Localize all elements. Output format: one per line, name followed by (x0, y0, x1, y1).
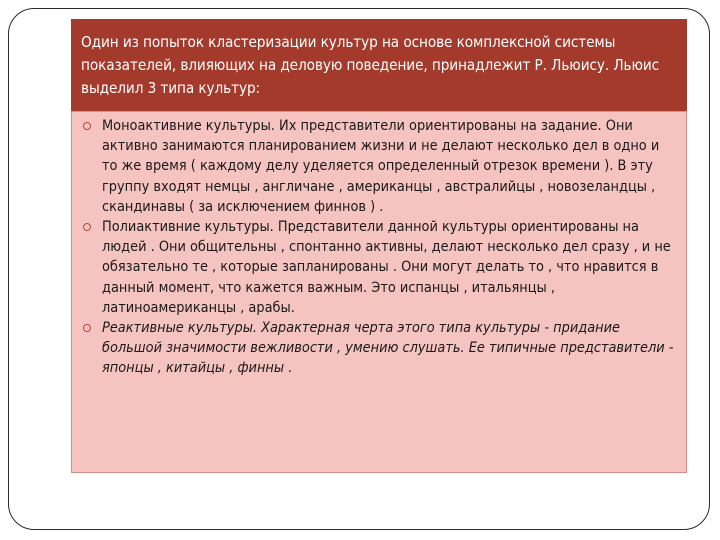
list-item-text: Реактивные культуры. Характерная черта этого типа культуры - придание большой значимости вежливости , умению слушать. Ее типичные представители - японцы , китайцы , финны . (102, 320, 674, 377)
bullet-icon (83, 223, 91, 231)
bullet-icon (83, 122, 91, 130)
bullet-icon (83, 324, 91, 332)
slide-title: Один из попыток кластеризации культур на основе комплексной системы показателей, влияющих на деловую поведение, принадлежит Р. Льюису. Льюис выделил 3 типа культур: (81, 33, 660, 97)
slide-content (71, 111, 687, 473)
bullet-list (80, 116, 678, 379)
slide-header (71, 19, 687, 111)
list-item-text: Полиактивние культуры. Представители данной культуры ориентированы на людей . Они общительны , спонтанно активны, делают несколько дел сразу , и не обязательно те , которые запланированы . Они могут делать то , что нравится в данный момент, что кажется важным. Это испанцы , итальянцы , латиноамериканцы , арабы. (102, 219, 671, 316)
list-item (80, 217, 678, 318)
list-item-text: Моноактивние культуры. Их представители ориентированы на задание. Они активно занимаются планированием жизни и не делают несколько дел в одно и то же время ( каждому делу уделяется определенный отрезок времени ). В эту группу входят немцы , англичане , американцы , австралийцы , новозеландцы , скандинавы ( за исключением финнов ) . (102, 118, 660, 215)
list-item (80, 116, 678, 217)
list-item (80, 318, 678, 379)
